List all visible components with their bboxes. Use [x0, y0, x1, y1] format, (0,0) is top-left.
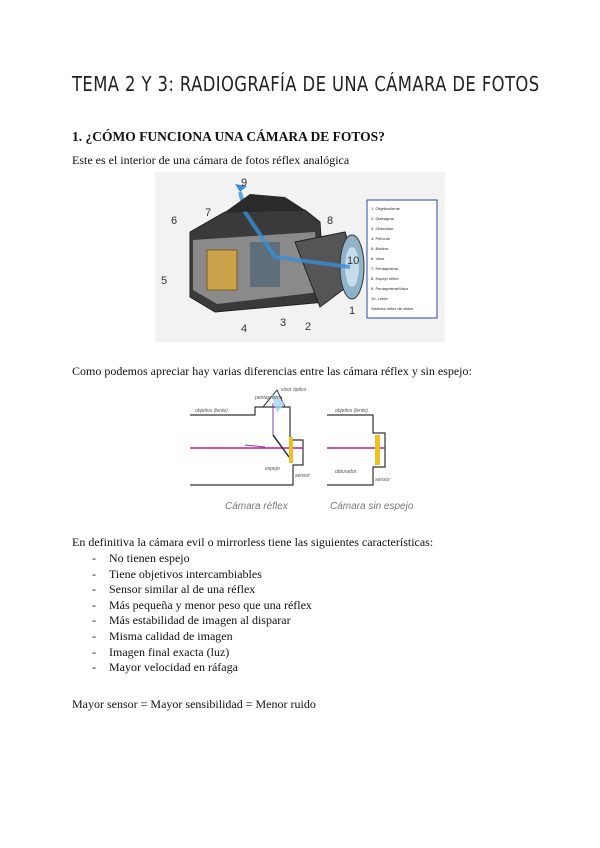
- legend-item: 2. Diafragma: [371, 216, 394, 221]
- camera-label-2: 7: [205, 207, 212, 219]
- camera-label-3: 8: [327, 215, 334, 227]
- list-item: - Tiene objetivos intercambiables: [92, 566, 262, 581]
- camera-label-9: 1: [349, 305, 356, 317]
- list-item: - Más estabilidad de imagen al disparar: [92, 613, 291, 628]
- camera-label-7: 3: [280, 317, 287, 329]
- mirrorless-caption: Cámara sin espejo: [330, 501, 414, 512]
- list-item: - Más pequeña y menor peso que una réflex: [92, 597, 312, 612]
- reflex-label: sensor: [295, 473, 311, 479]
- list-item: - Imagen final exacta (luz): [92, 644, 230, 659]
- camera-label-6: 4: [241, 323, 248, 335]
- features-list: [92, 551, 312, 676]
- legend-item: 3. Obturador: [371, 226, 394, 231]
- camera-label-8: 2: [305, 321, 312, 333]
- legend-item: Sistema réflex de visión: [371, 306, 414, 311]
- legend-item: 10. Lente: [371, 296, 388, 301]
- reflex-label: visor óptico: [281, 387, 307, 393]
- page-title: TEMA 2 Y 3: RADIOGRAFÍA DE UNA CÁMARA DE FOTOS: [72, 72, 540, 96]
- legend-item: 5. Bobina: [371, 246, 388, 251]
- legend-item: 8. Espejo réflex: [371, 276, 399, 281]
- reflex-caption: Cámara réflex: [225, 501, 288, 512]
- camera-label-1: 6: [171, 215, 178, 227]
- intro-text: Este es el interior de una cámara de fotos réflex analógica: [72, 153, 350, 167]
- list-item: - Misma calidad de imagen: [92, 628, 233, 643]
- summary-text: En definitiva la cámara evil o mirrorless tiene las siguientes características:: [72, 535, 434, 549]
- comparison-text: Como podemos apreciar hay varias diferencias entre las cámara réflex y sin espejo:: [72, 364, 472, 378]
- comparison-figure: [185, 385, 420, 515]
- reflex-label: objetivo (lente): [195, 408, 228, 414]
- camera-cutaway-figure: [155, 172, 445, 342]
- camera-label-4: 10: [347, 255, 360, 267]
- section-heading: 1. ¿CÓMO FUNCIONA UNA CÁMARA DE FOTOS?: [72, 129, 385, 144]
- mirrorless-label: objetivo (lente): [335, 408, 368, 414]
- mirrorless-label: sensor: [375, 477, 391, 483]
- legend-item: 4. Película: [371, 236, 390, 241]
- legend-item: 1. Objetivo/lente: [371, 206, 400, 211]
- mirrorless-label: obturador: [335, 469, 357, 475]
- list-item: - Mayor velocidad en ráfaga: [92, 660, 238, 675]
- camera-label-5: 5: [161, 275, 168, 287]
- legend-item: 6. Visor: [371, 256, 385, 261]
- list-item: - Sensor similar al de una réflex: [92, 582, 256, 597]
- camera-label-0: 9: [241, 177, 248, 189]
- legend-item: 9. Pentaprisma/Visor: [371, 286, 409, 291]
- list-item: - No tienen espejo: [92, 551, 190, 565]
- reflex-label: espejo: [265, 466, 280, 472]
- legend-item: 7. Pentaprisma: [371, 266, 398, 271]
- reflex-label: pentaprisma: [255, 395, 283, 401]
- conclusion-text: Mayor sensor = Mayor sensibilidad = Menor ruido: [72, 697, 316, 711]
